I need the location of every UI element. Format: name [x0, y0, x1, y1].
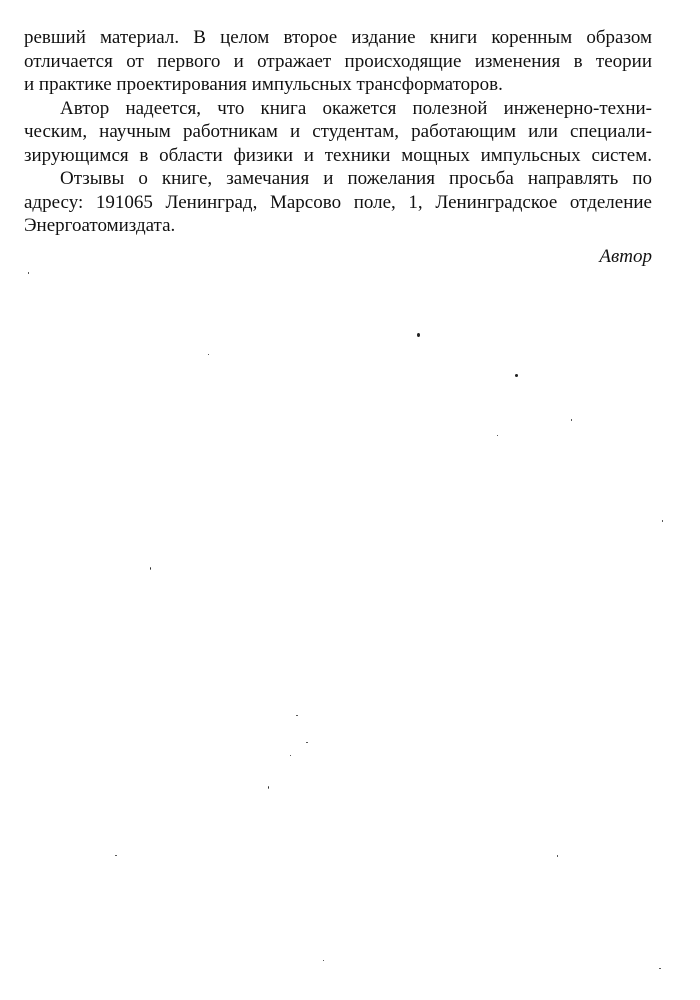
scan-speck: [557, 855, 558, 857]
scan-speck: [115, 855, 117, 856]
scan-speck: [28, 272, 29, 274]
scan-speck: [417, 333, 420, 337]
scan-speck: [306, 742, 308, 743]
scan-speck: [150, 567, 151, 570]
scan-speck: [571, 419, 572, 421]
text-line: Автор надеется, что книга окажется полезной инженерно-техни-: [60, 97, 652, 119]
scan-speck: [290, 755, 291, 756]
scan-speck: [515, 374, 518, 377]
text-line: адресу: 191065 Ленинград, Марсово поле, 1, Ленинградское отделение: [24, 191, 652, 213]
text-line: зирующимся в области физики и техники мощных импульсных систем.: [24, 144, 652, 166]
scan-speck: [662, 520, 663, 522]
text-line: Энергоатомиздата.: [24, 215, 176, 236]
scan-speck: [296, 715, 298, 716]
text-line: и практике проектирования импульсных трансформаторов.: [24, 74, 503, 95]
paragraph-1: [24, 26, 652, 97]
text-line: ревший материал. В целом второе издание книги коренным образом: [24, 27, 652, 48]
paragraph-2: [24, 97, 652, 168]
text-line: ческим, научным работникам и студентам, работающим или специали-: [24, 121, 652, 142]
scan-speck: [497, 435, 498, 436]
paragraph-3: [24, 167, 652, 238]
text-line: Отзывы о книге, замечания и пожелания просьба направлять по: [60, 168, 652, 189]
author-signature: Автор: [599, 246, 652, 267]
page-body: [24, 26, 652, 238]
scan-speck: [268, 786, 269, 789]
scan-speck: [208, 354, 209, 355]
scan-speck: [659, 968, 661, 969]
text-line: отличается от первого и отражает происходящие изменения в теории: [24, 50, 652, 72]
scan-speck: [323, 960, 324, 961]
